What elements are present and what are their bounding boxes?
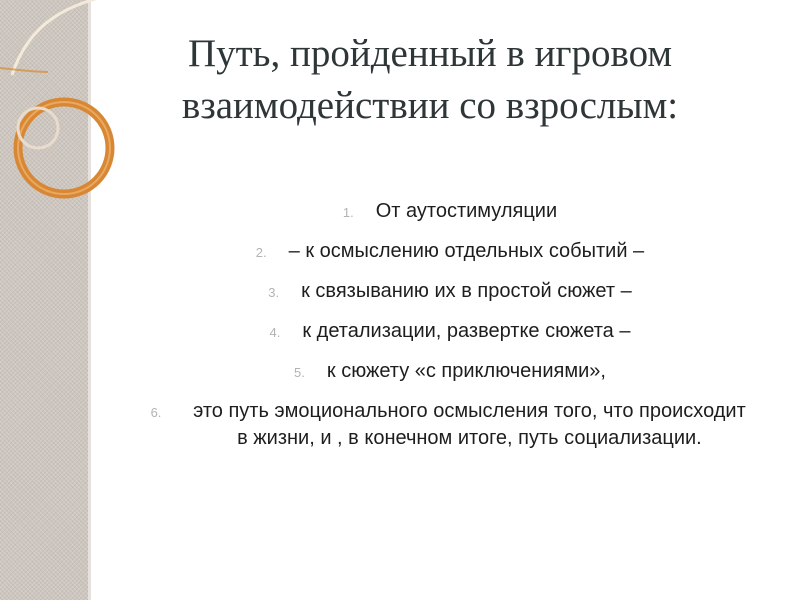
- list-item: [150, 358, 750, 386]
- list-item: [150, 398, 750, 452]
- list-item: [150, 198, 750, 226]
- thin-arc-ornament: [12, 0, 110, 75]
- list-item: [150, 238, 750, 266]
- list-item: [150, 278, 750, 306]
- list-item: [150, 318, 750, 346]
- list-text: к детализации, развертке сюжета –: [302, 320, 631, 342]
- list-number: 4.: [269, 325, 281, 340]
- numbered-list: [150, 198, 750, 464]
- list-text: к связыванию их в простой сюжет –: [301, 280, 632, 302]
- list-number: 6.: [150, 405, 162, 420]
- list-text: это путь эмоционального осмысления того, что происходит в жизни, и , в конечном итоге, путь социализации.: [193, 400, 746, 449]
- list-number: 3.: [268, 285, 280, 300]
- thin-arc-ornament-inner: [0, 68, 48, 72]
- list-number: 5.: [294, 365, 305, 380]
- list-number: 2.: [255, 245, 267, 260]
- list-text: – к осмыслению отдельных событий –: [288, 240, 645, 262]
- list-text: к сюжету «с приключениями»,: [326, 360, 606, 382]
- list-text: От аутостимуляции: [375, 200, 558, 222]
- list-number: 1.: [342, 205, 354, 220]
- slide-title: Путь, пройденный в игровом взаимодействии со взрослым:: [181, 32, 679, 127]
